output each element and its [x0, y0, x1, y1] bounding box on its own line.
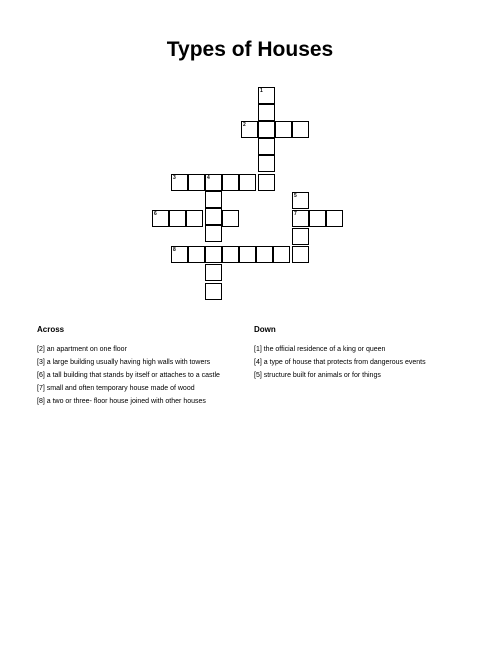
clue-label: [1]: [254, 346, 262, 353]
crossword-cell[interactable]: [258, 138, 275, 155]
across-clue: [37, 371, 247, 380]
crossword-cell[interactable]: [258, 155, 275, 172]
crossword-cell[interactable]: [205, 208, 222, 225]
crossword-cell[interactable]: [292, 121, 309, 138]
clue-text: a two or three- floor house joined with other houses: [44, 398, 206, 405]
across-clue: [37, 358, 247, 367]
crossword-cell[interactable]: [273, 246, 290, 263]
clue-number: 2: [243, 122, 246, 128]
down-heading: Down: [254, 325, 276, 334]
across-heading: Across: [37, 325, 65, 334]
crossword-cell[interactable]: [275, 121, 292, 138]
clue-label: [5]: [254, 372, 262, 379]
clue-label: [7]: [37, 385, 45, 392]
crossword-cell[interactable]: [188, 174, 205, 191]
crossword-cell[interactable]: [309, 210, 326, 227]
crossword-cell[interactable]: [258, 121, 275, 138]
clue-text: an apartment on one floor: [44, 346, 127, 353]
crossword-cell[interactable]: [169, 210, 186, 227]
crossword-cell[interactable]: [205, 264, 222, 281]
down-clue: [254, 371, 474, 380]
crossword-cell[interactable]: [256, 246, 273, 263]
across-clue-list: [37, 345, 247, 410]
clue-number: 5: [294, 193, 297, 199]
crossword-cell[interactable]: [241, 121, 258, 138]
crossword-cell[interactable]: [222, 246, 239, 263]
clue-label: [3]: [37, 359, 45, 366]
clue-number: 3: [173, 175, 176, 181]
clue-text: structure built for animals or for things: [261, 372, 381, 379]
crossword-cell[interactable]: [222, 174, 239, 191]
across-clue: [37, 345, 247, 354]
across-clue: [37, 384, 247, 393]
clue-number: 8: [173, 247, 176, 253]
crossword-cell[interactable]: [326, 210, 343, 227]
clue-text: a tall building that stands by itself or attaches to a castle: [44, 372, 220, 379]
clue-number: 1: [260, 88, 263, 94]
crossword-cell[interactable]: [258, 104, 275, 121]
clue-number: 4: [207, 175, 210, 181]
crossword-cell[interactable]: [205, 225, 222, 242]
crossword-cell[interactable]: [239, 174, 256, 191]
crossword-cell[interactable]: [205, 283, 222, 300]
crossword-cell[interactable]: [292, 192, 309, 209]
crossword-cell[interactable]: [171, 246, 188, 263]
crossword-cell[interactable]: [186, 210, 203, 227]
crossword-cell[interactable]: [205, 174, 222, 191]
crossword-cell[interactable]: [205, 246, 222, 263]
crossword-cell[interactable]: [171, 174, 188, 191]
crossword-grid: [0, 0, 500, 320]
crossword-cell[interactable]: [258, 174, 275, 191]
crossword-cell[interactable]: [205, 191, 222, 208]
crossword-cell[interactable]: [292, 228, 309, 245]
puzzle-title: Types of Houses: [166, 38, 334, 61]
down-clue-list: [254, 345, 474, 384]
clue-text: the official residence of a king or queen: [261, 346, 386, 353]
clue-label: [4]: [254, 359, 262, 366]
clue-number: 6: [154, 211, 157, 217]
across-clue: [37, 397, 247, 406]
clue-label: [8]: [37, 398, 45, 405]
crossword-cell[interactable]: [292, 210, 309, 227]
crossword-cell[interactable]: [292, 246, 309, 263]
crossword-cell[interactable]: [222, 210, 239, 227]
clue-label: [2]: [37, 346, 45, 353]
clue-text: a large building usually having high walls with towers: [44, 359, 211, 366]
clue-label: [6]: [37, 372, 45, 379]
crossword-cell[interactable]: [239, 246, 256, 263]
clue-text: a type of house that protects from dangerous events: [261, 359, 426, 366]
clue-number: 7: [294, 211, 297, 217]
clue-text: small and often temporary house made of wood: [44, 385, 195, 392]
down-clue: [254, 358, 474, 367]
crossword-cell[interactable]: [152, 210, 169, 227]
down-clue: [254, 345, 474, 354]
crossword-cell[interactable]: [188, 246, 205, 263]
crossword-cell[interactable]: [258, 87, 275, 104]
